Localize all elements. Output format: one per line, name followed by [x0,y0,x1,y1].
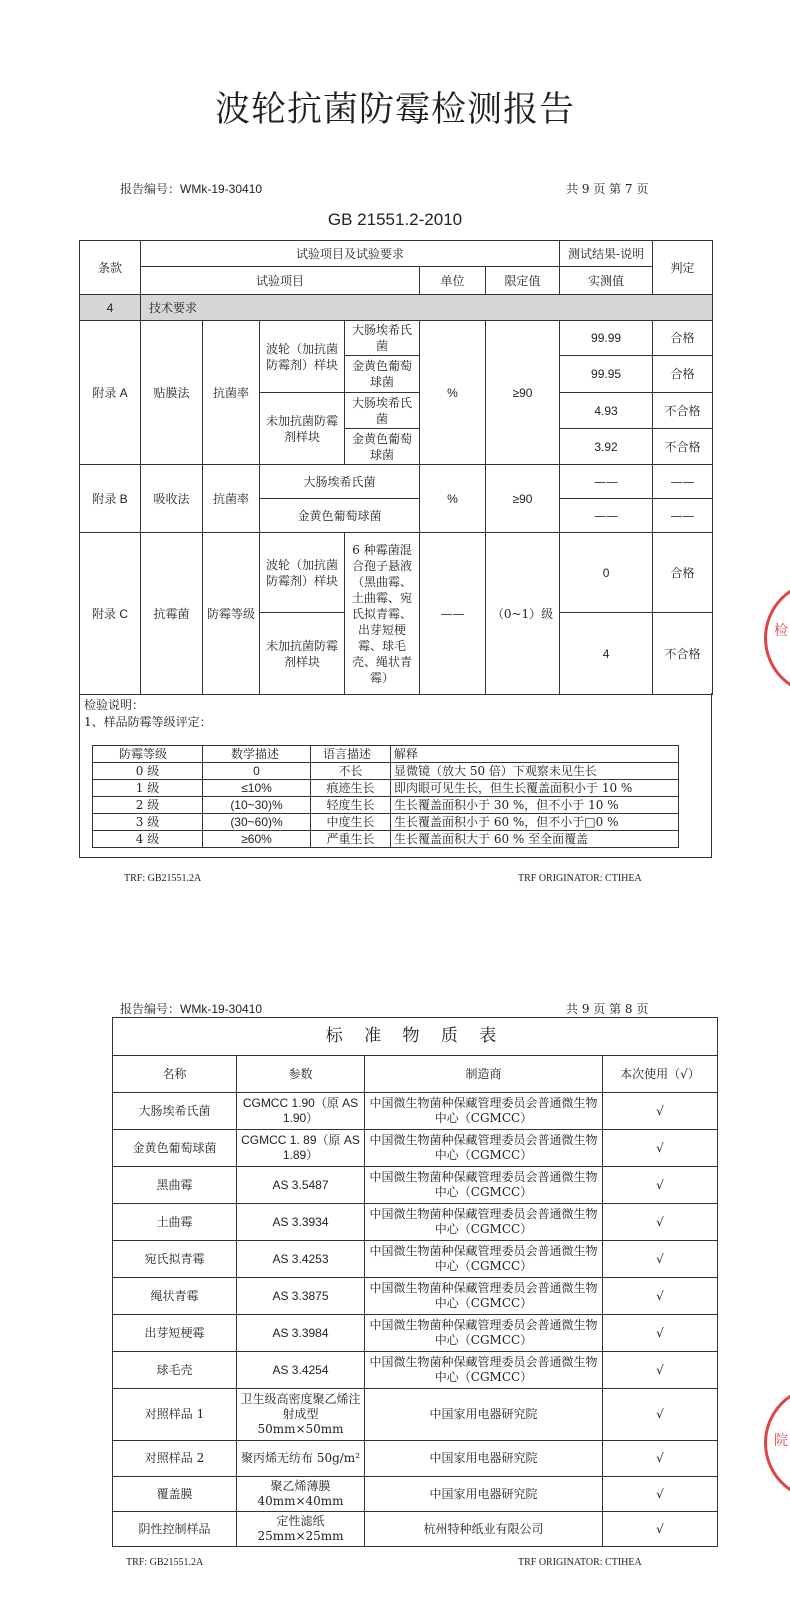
grade-math: (10~30)% [203,797,311,814]
standard-number: GB 21551.2-2010 [327,210,463,229]
measured-value: 4.93 [560,393,653,429]
table-row [113,1167,718,1204]
col-parameter: 参数 [237,1056,365,1093]
grade-explanation: 生长覆盖面积大于 60 % 至全面覆盖 [391,831,679,848]
grade-level: 4 级 [93,831,203,848]
strain-cell: 大肠埃希氏菌 [345,321,420,356]
material-name: 出芽短梗霉 [113,1315,237,1352]
grade-language: 轻度生长 [311,797,391,814]
section-row [80,295,713,321]
col-measured: 实测值 [560,267,653,295]
table-row [93,763,679,780]
appendix-c-limit: （0~1）级 [486,533,560,695]
trf-originator: TRF ORIGINATOR: CTIHEA [518,873,642,884]
appendix-c-item: 防霉等级 [203,533,260,695]
grade-col-math: 数学描述 [203,746,311,763]
measured-value: —— [560,499,653,533]
check-mark: √ [603,1167,718,1204]
material-manufacturer: 中国家用电器研究院 [365,1441,603,1477]
material-name: 绳状青霉 [113,1278,237,1315]
report-number-label: 报告编号： [120,182,181,196]
table-title: 标 准 物 质 表 [113,1018,718,1056]
table-row [113,1315,718,1352]
verdict-cell: 合格 [653,356,713,393]
table-row [113,1204,718,1241]
grade-language: 中度生长 [311,814,391,831]
appendix-c-method: 抗霉菌 [141,533,203,695]
check-mark: √ [603,1441,718,1477]
check-mark: √ [603,1130,718,1167]
material-parameter: 聚丙烯无纺布 50g/m² [237,1441,365,1477]
report-number-value: WMk-19-30410 [180,1002,263,1016]
appendix-c-strain: 6 种霉菌混合孢子悬液（黑曲霉、土曲霉、宛氏拟青霉、出芽短梗霉、球毛壳、绳状青霉） [345,533,420,695]
col-unit: 单位 [420,267,486,295]
strain-cell: 金黄色葡萄球菌 [260,499,420,533]
grade-math: ≤10% [203,780,311,797]
material-name: 阴性控制样品 [113,1512,237,1547]
table-row [93,780,679,797]
table-row [113,1278,718,1315]
grade-explanation: 生长覆盖面积小于 30 %，但不小于 10 % [391,797,679,814]
material-manufacturer: 中国微生物菌种保藏管理委员会普通微生物中心（CGMCC） [365,1130,603,1167]
grade-col-language: 语言描述 [311,746,391,763]
seal-text: 检 [774,623,788,639]
strain-cell: 金黄色葡萄球菌 [345,429,420,465]
table-row [113,1130,718,1167]
verdict-cell: 不合格 [653,429,713,465]
appendix-a-method: 贴膜法 [141,321,203,465]
grade-level: 1 级 [93,780,203,797]
verdict-cell: 合格 [653,321,713,356]
check-mark: √ [603,1278,718,1315]
material-parameter: 定性滤纸 25mm×25mm [237,1512,365,1547]
col-used: 本次使用（√） [603,1056,718,1093]
appendix-a-limit: ≥90 [486,321,560,465]
check-mark: √ [603,1093,718,1130]
material-name: 大肠埃希氏菌 [113,1093,237,1130]
material-name: 黑曲霉 [113,1167,237,1204]
measured-value: 99.99 [560,321,653,356]
col-manufacturer: 制造商 [365,1056,603,1093]
material-parameter: AS 3.3875 [237,1278,365,1315]
grade-level: 2 级 [93,797,203,814]
col-test-item: 试验项目 [141,267,420,295]
table-row [113,1389,718,1441]
measured-value: —— [560,465,653,499]
material-manufacturer: 中国家用电器研究院 [365,1477,603,1512]
strain-cell: 大肠埃希氏菌 [260,465,420,499]
appendix-c-sample-treated: 波轮（加抗菌防霉剂）样块 [260,533,345,613]
grade-math: ≥60% [203,831,311,848]
reference-materials-table [112,1017,718,1547]
material-parameter: AS 3.4254 [237,1352,365,1389]
verdict-cell: 合格 [653,533,713,613]
table-row [93,797,679,814]
material-manufacturer: 中国微生物菌种保藏管理委员会普通微生物中心（CGMCC） [365,1204,603,1241]
verdict-cell: 不合格 [653,393,713,429]
section-number: 4 [80,295,141,321]
mold-grade-table [92,745,679,848]
appendix-b-unit: % [420,465,486,533]
material-manufacturer: 中国家用电器研究院 [365,1389,603,1441]
material-parameter: CGMCC 1. 89（原 AS 1.89） [237,1130,365,1167]
grade-math: 0 [203,763,311,780]
material-parameter: CGMCC 1.90（原 AS 1.90） [237,1093,365,1130]
check-mark: √ [603,1241,718,1278]
grade-math: (30~60)% [203,814,311,831]
appendix-a-sample-treated: 波轮（加抗菌防霉剂）样块 [260,321,345,393]
material-parameter: 聚乙烯薄膜 40mm×40mm [237,1477,365,1512]
seal-text: 院 [774,1433,788,1449]
verdict-cell: —— [653,465,713,499]
appendix-a-item: 抗菌率 [203,321,260,465]
report-number-label: 报告编号： [120,1002,181,1016]
table-row [93,831,679,848]
appendix-c-clause: 附录 C [80,533,141,695]
appendix-b-clause: 附录 B [80,465,141,533]
appendix-b-limit: ≥90 [486,465,560,533]
appendix-a-sample-control: 未加抗菌防霉剂样块 [260,393,345,465]
table-row [80,321,713,356]
notes-title: 检验说明： [84,698,145,712]
material-manufacturer: 中国微生物菌种保藏管理委员会普通微生物中心（CGMCC） [365,1241,603,1278]
section-label: 技术要求 [141,295,713,321]
col-item-requirements: 试验项目及试验要求 [141,241,560,267]
grade-level: 0 级 [93,763,203,780]
material-manufacturer: 中国微生物菌种保藏管理委员会普通微生物中心（CGMCC） [365,1278,603,1315]
report-number [120,180,262,197]
trf-code: TRF: GB21551.2A [126,1557,204,1568]
material-parameter: AS 3.4253 [237,1241,365,1278]
material-name: 宛氏拟青霉 [113,1241,237,1278]
measured-value: 4 [560,613,653,695]
table-row [113,1477,718,1512]
material-manufacturer: 中国微生物菌种保藏管理委员会普通微生物中心（CGMCC） [365,1093,603,1130]
grade-language: 不长 [311,763,391,780]
grade-level: 3 级 [93,814,203,831]
test-results-table [79,240,713,695]
table-row [80,465,713,499]
check-mark: √ [603,1389,718,1441]
material-name: 球毛壳 [113,1352,237,1389]
appendix-b-item: 抗菌率 [203,465,260,533]
col-limit: 限定值 [486,267,560,295]
page-indicator: 共 9 页 第 8 页 [566,1002,649,1016]
material-name: 对照样品 2 [113,1441,237,1477]
table-row [113,1352,718,1389]
grade-col-explanation: 解释 [391,746,679,763]
verdict-cell: 不合格 [653,613,713,695]
strain-cell: 金黄色葡萄球菌 [345,356,420,393]
trf-code: TRF: GB21551.2A [124,873,202,884]
material-parameter: AS 3.3934 [237,1204,365,1241]
appendix-b-method: 吸收法 [141,465,203,533]
grade-explanation: 生长覆盖面积小于 60 %，但不小于□0 % [391,814,679,831]
material-manufacturer: 中国微生物菌种保藏管理委员会普通微生物中心（CGMCC） [365,1315,603,1352]
notes-item-1: 1、样品防霉等级评定： [84,715,212,729]
material-name: 土曲霉 [113,1204,237,1241]
strain-cell: 大肠埃希氏菌 [345,393,420,429]
check-mark: √ [603,1352,718,1389]
measured-value: 99.95 [560,356,653,393]
col-clause: 条款 [80,241,141,295]
check-mark: √ [603,1204,718,1241]
col-result-note: 测试结果-说明 [560,241,653,267]
table-row [113,1093,718,1130]
report-number [120,1000,262,1017]
table-row [113,1512,718,1547]
material-name: 金黄色葡萄球菌 [113,1130,237,1167]
col-name: 名称 [113,1056,237,1093]
grade-language: 严重生长 [311,831,391,848]
appendix-a-unit: % [420,321,486,465]
report-number-value: WMk-19-30410 [180,182,263,196]
appendix-c-sample-control: 未加抗菌防霉剂样块 [260,613,345,695]
grade-language: 痕迹生长 [311,780,391,797]
material-name: 覆盖膜 [113,1477,237,1512]
check-mark: √ [603,1315,718,1352]
check-mark: √ [603,1477,718,1512]
appendix-a-clause: 附录 A [80,321,141,465]
table-row [113,1241,718,1278]
table-row [93,814,679,831]
report-title: 波轮抗菌防霉检测报告 [214,90,575,130]
verdict-cell: —— [653,499,713,533]
grade-explanation: 即肉眼可见生长，但生长覆盖面积小于 10 % [391,780,679,797]
trf-originator: TRF ORIGINATOR: CTIHEA [518,1557,642,1568]
material-name: 对照样品 1 [113,1389,237,1441]
grade-explanation: 显微镜（放大 50 倍）下观察未见生长 [391,763,679,780]
appendix-c-unit: —— [420,533,486,695]
material-manufacturer: 杭州特种纸业有限公司 [365,1512,603,1547]
material-parameter: AS 3.3984 [237,1315,365,1352]
measured-value: 3.92 [560,429,653,465]
material-manufacturer: 中国微生物菌种保藏管理委员会普通微生物中心（CGMCC） [365,1352,603,1389]
material-parameter: AS 3.5487 [237,1167,365,1204]
table-row [113,1441,718,1477]
check-mark: √ [603,1512,718,1547]
material-manufacturer: 中国微生物菌种保藏管理委员会普通微生物中心（CGMCC） [365,1167,603,1204]
col-verdict: 判定 [653,241,713,295]
page-indicator: 共 9 页 第 7 页 [566,182,649,196]
material-parameter: 卫生级高密度聚乙烯注射成型 50mm×50mm [237,1389,365,1441]
table-row [80,533,713,613]
grade-col-level: 防霉等级 [93,746,203,763]
measured-value: 0 [560,533,653,613]
